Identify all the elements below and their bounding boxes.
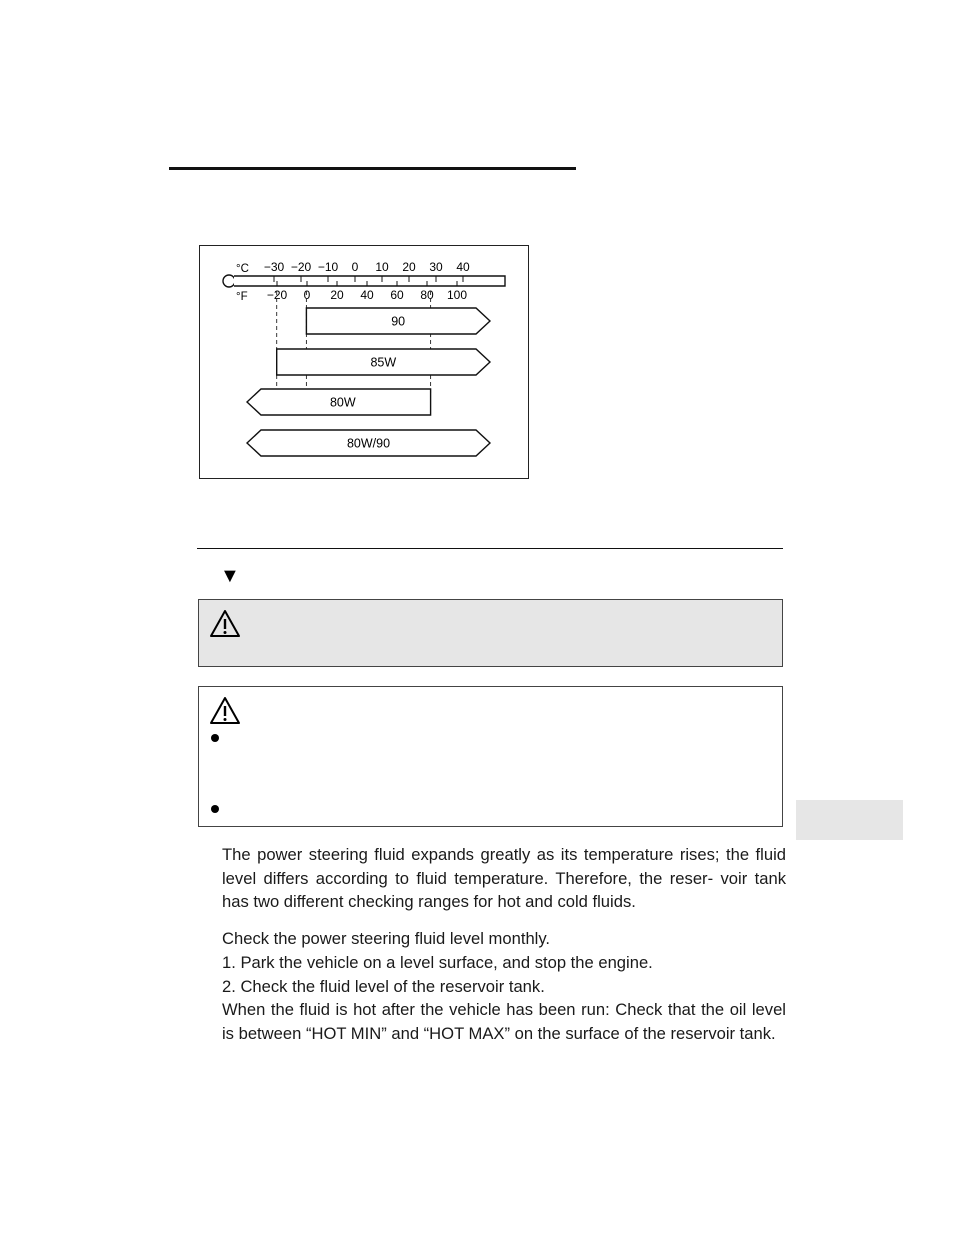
- caution-bullet-2: [211, 805, 219, 813]
- fahrenheit-tick-label: 0: [303, 288, 311, 302]
- caution-box: [198, 686, 783, 827]
- section-rule: [197, 548, 783, 549]
- celsius-tick-label: 40: [456, 260, 470, 274]
- viscosity-chart: [199, 245, 529, 479]
- warning-triangle-icon: [209, 609, 241, 638]
- fahrenheit-tick-label: 80: [420, 288, 434, 302]
- grade-label: 90: [391, 314, 406, 329]
- thermometer-tube: [234, 276, 505, 286]
- body-check-line: Check the power steering fluid level monthly.: [222, 929, 551, 948]
- grade-label: 85W: [370, 355, 397, 370]
- grade-label: 80W/90: [346, 436, 391, 451]
- side-tab: [796, 800, 903, 840]
- viscosity-chart-svg: [200, 246, 528, 478]
- body-paragraph-expansion: The power steering fluid expands greatly as its temperature rises; the fluid level differs according to fluid temperature. Therefore, the reser- voir tank has two different checking ranges for hot and cold fluids.: [222, 845, 786, 911]
- celsius-tick-label: 0: [351, 260, 359, 274]
- fahrenheit-tick-label: 20: [330, 288, 344, 302]
- body-step-1: 1. Park the vehicle on a level surface, and stop the engine.: [222, 953, 653, 972]
- celsius-unit-label: °C: [236, 263, 249, 275]
- thermometer-bulb: [223, 275, 235, 287]
- fahrenheit-tick-label: −20: [266, 288, 288, 302]
- celsius-tick-label: 20: [402, 260, 416, 274]
- caution-triangle-icon: [209, 696, 241, 725]
- celsius-tick-label: 10: [375, 260, 389, 274]
- celsius-tick-label: −20: [290, 260, 312, 274]
- grade-label: 80W: [329, 395, 356, 410]
- fahrenheit-unit-label: °F: [236, 291, 248, 303]
- title-rule: [169, 167, 576, 170]
- body-paragraph-hot: When the fluid is hot after the vehicle has been run: Check that the oil level is between “HOT MIN” and “HOT MAX” on the surface of the reservoir tank.: [222, 1000, 786, 1043]
- section-marker-triangle-icon: ▼: [220, 565, 240, 587]
- celsius-tick-label: 30: [429, 260, 443, 274]
- caution-bullet-1: [211, 734, 219, 742]
- warning-box: [198, 599, 783, 667]
- body-step-2: 2. Check the fluid level of the reservoir tank.: [222, 977, 545, 996]
- celsius-tick-label: −30: [263, 260, 285, 274]
- celsius-tick-label: −10: [317, 260, 339, 274]
- fahrenheit-tick-label: 40: [360, 288, 374, 302]
- fahrenheit-tick-label: 100: [446, 288, 468, 302]
- fahrenheit-tick-label: 60: [390, 288, 404, 302]
